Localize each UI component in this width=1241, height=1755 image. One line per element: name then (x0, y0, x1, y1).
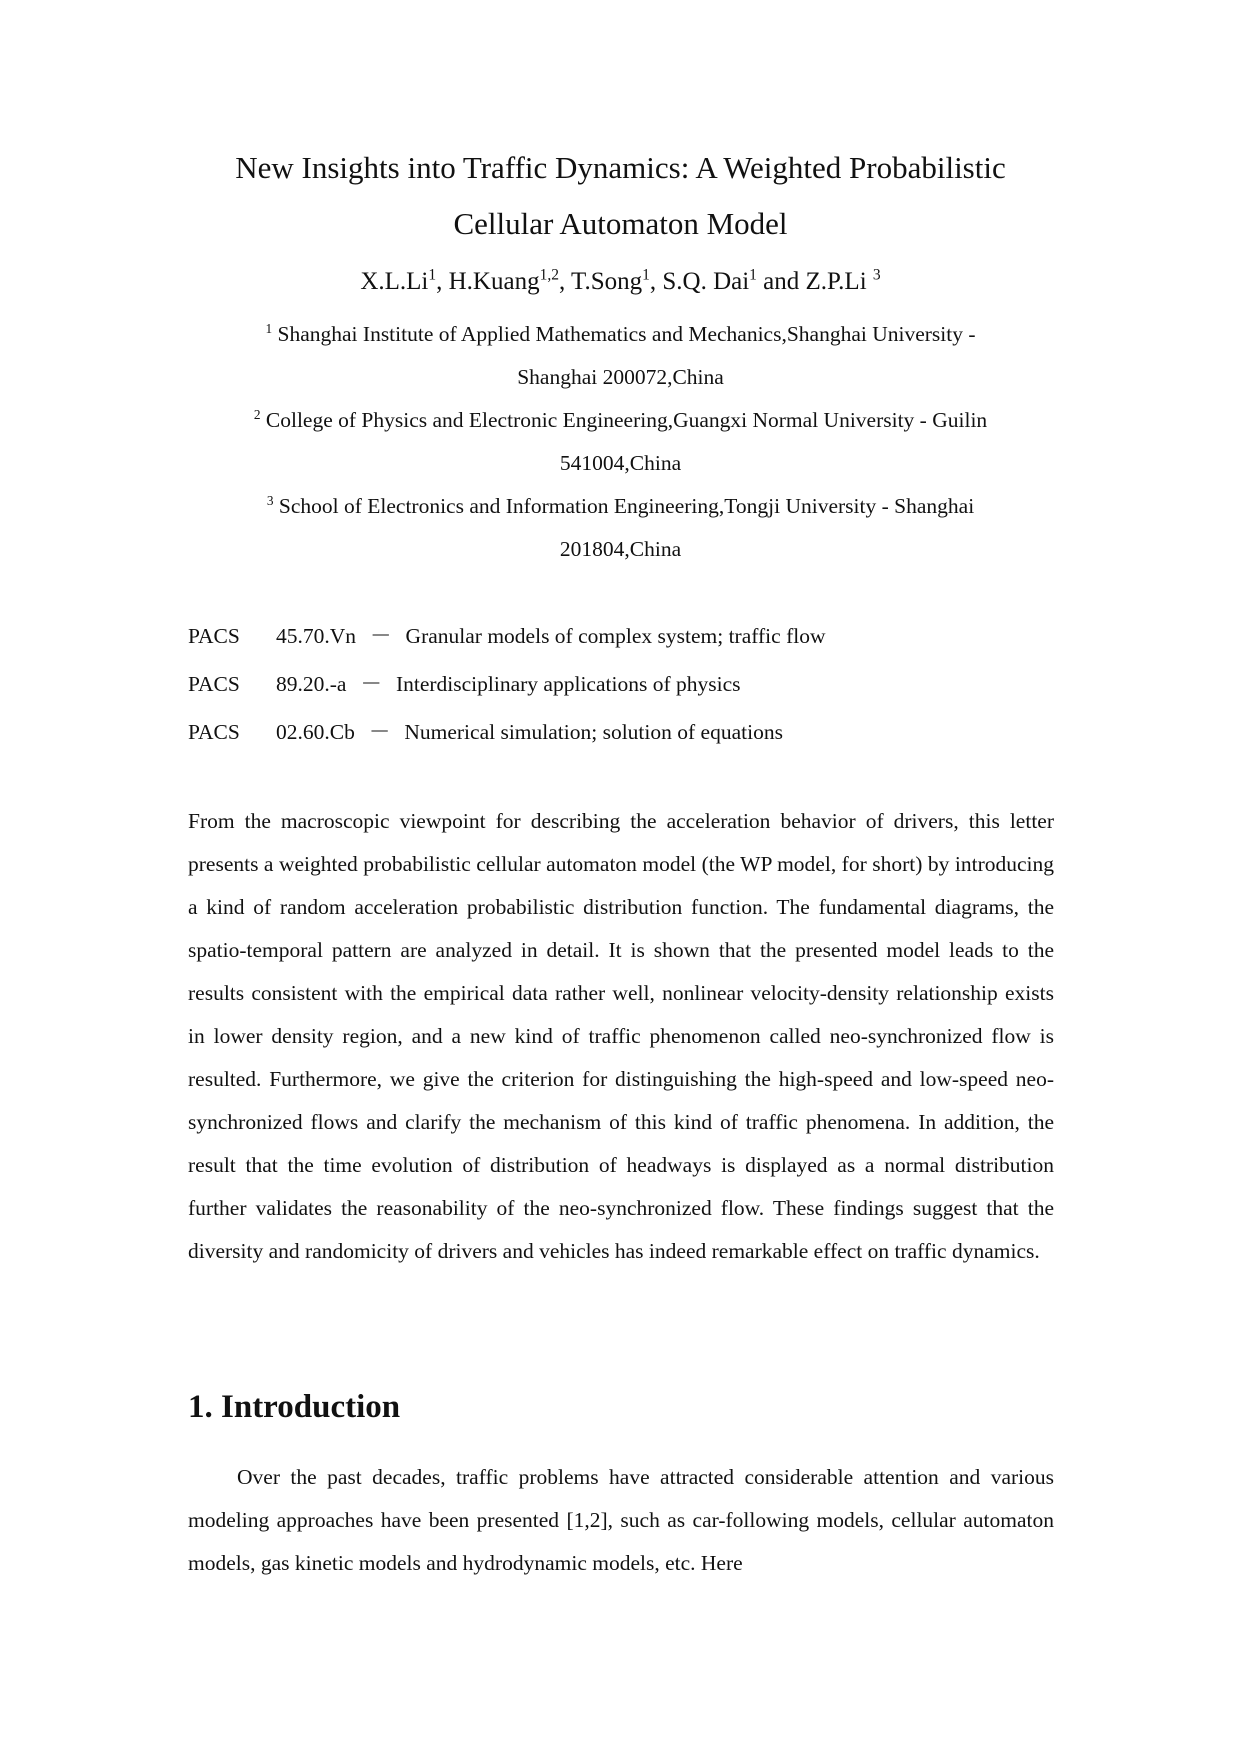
section-heading-introduction: 1. Introduction (188, 1389, 401, 1425)
abstract-text: From the macroscopic viewpoint for describing the acceleration behavior of drivers, this letter presents a weighted probabilistic cellular automaton model (the WP model, for short) by introducing a kind of random acceleration probabilistic distribution function. The fundamental diagrams, the spatio-temporal pattern are analyzed in detail. It is shown that the presented model leads to the results consistent with the empirical data rather well, nonlinear velocity-density relationship exists in lower density region, and a new kind of traffic phenomenon called neo-synchronized flow is resulted. Furthermore, we give the criterion for distinguishing the high-speed and low-speed neo-synchronized flows and clarify the mechanism of this kind of traffic phenomena. In addition, the result that the time evolution of distribution of headways is displayed as a normal distribution further validates the reasonability of the neo-synchronized flow. These findings suggest that the diversity and randomicity of drivers and vehicles has indeed remarkable effect on traffic dynamics. (188, 809, 1054, 1263)
author: Z.P.Li $^3$ (805, 266, 881, 295)
affiliation-2: $^2$ College of Physics and Electronic Engineering,Guangxi Normal University - Guilin (253, 406, 988, 432)
author: T.Song$^1$, (571, 266, 663, 295)
author: H.Kuang$^{1,2}$, (448, 266, 572, 295)
title-line-1: New Insights into Traffic Dynamics: A Weighted Probabilistic (235, 150, 1006, 185)
affiliation-1: $^1$ Shanghai Institute of Applied Mathematics and Mechanics,Shanghai University - (265, 320, 976, 346)
affiliation-list (0, 313, 1241, 571)
pacs-row: PACS 02.60.Cb － Numerical simulation; solution of equations (188, 720, 783, 744)
author: S.Q. Dai$^1$ and (662, 266, 806, 295)
pacs-list (188, 612, 825, 756)
introduction-body (188, 1456, 1054, 1585)
title-line-2: Cellular Automaton Model (453, 206, 788, 241)
pacs-row: PACS 45.70.Vn － Granular models of complex system; traffic flow (188, 624, 826, 648)
introduction-paragraph: Over the past decades, traffic problems have attracted considerable attention and various modeling approaches have been presented [1,2], such as car-following models, cellular automaton models, gas kinetic models and hydrodynamic models, etc. Here (188, 1465, 1054, 1575)
affiliation-1-cont: Shanghai 200072,China (517, 365, 724, 389)
paper-title (0, 140, 1241, 252)
author-list (0, 262, 1241, 302)
author: X.L.Li$^1$, (360, 266, 449, 295)
affiliation-3-cont: 201804,China (559, 537, 682, 561)
pacs-row: PACS 89.20.-a － Interdisciplinary applications of physics (188, 672, 741, 696)
affiliation-2-cont: 541004,China (559, 451, 682, 475)
affiliation-3: $^3$ School of Electronics and Information Engineering,Tongji University - Shanghai (266, 492, 975, 518)
abstract (188, 800, 1054, 1273)
